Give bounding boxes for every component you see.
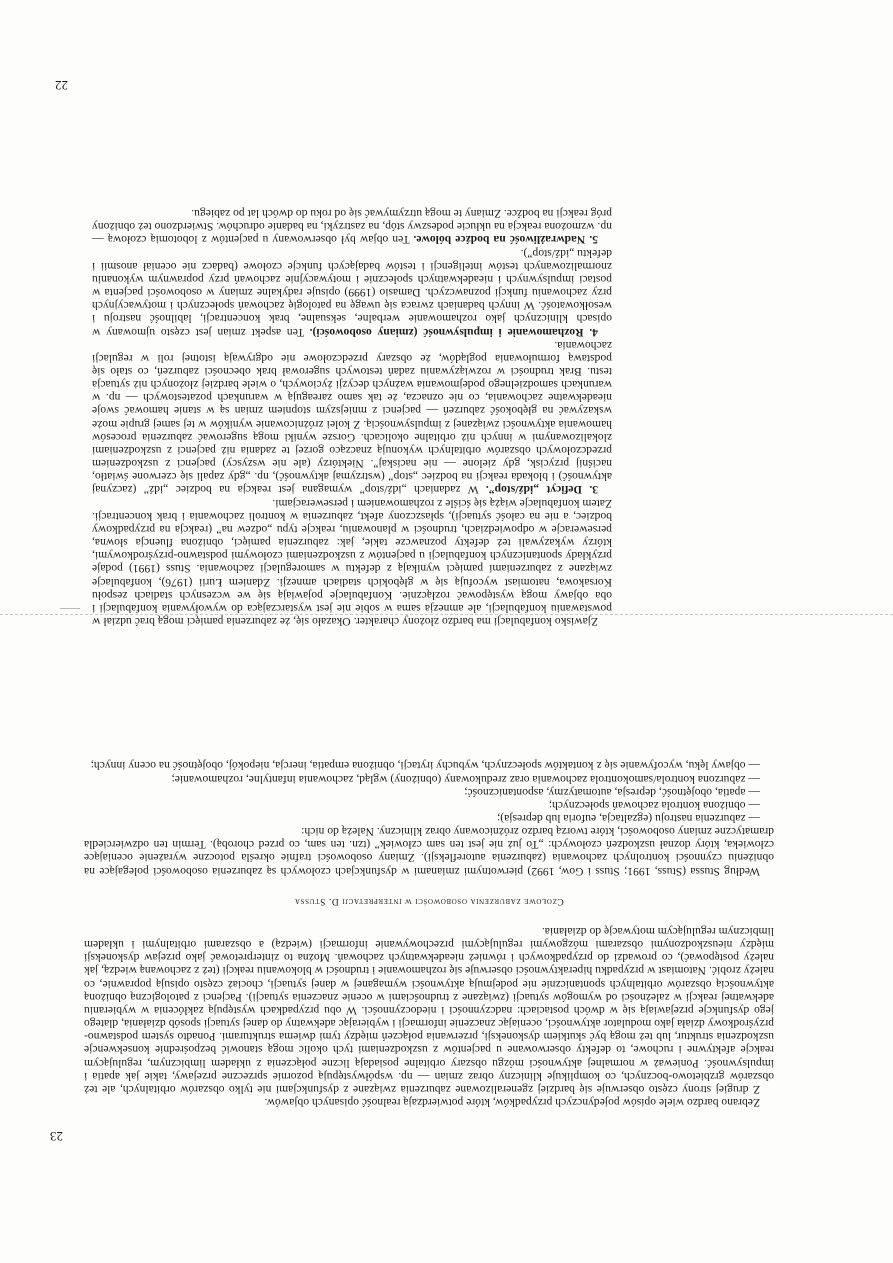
paragraph-deficyt-idz-stop bbox=[92, 339, 612, 497]
heading-nadwrazliwosc: 5. Nadwrażliwość na bodźce bólowe. bbox=[413, 233, 598, 247]
list-item: — apatia, obojętność, depresja, automatyzmy, aspontaniczność; bbox=[464, 785, 760, 799]
text-rozhamowanie: Ten aspekt zmian jest często ujmowany w opisach klinicznych jako rozhamowanie werbalne, seksualne, brak koncentracji, labilność nastroju i wesołkowatość. W innych badaniach zwraca się uwagę na patologię zachowań społecznych i motywacyjnych przy zachowaniu funkcji poznawczych. Damasio (1999) opisuje radykalne zmiany w osobowości pacjenta w postaci impulsywnych i nieadekwatnych społecznie i motywacyjnie zachowań przy poprawnym wykonaniu znormalizowanych testów inteligencji i testów badających funkcje czołowe (badacz nie oceniał anosmii i defektu „idź/stop”). bbox=[92, 246, 612, 339]
symptom-list bbox=[84, 759, 774, 825]
paragraph-rozhamowanie bbox=[92, 246, 612, 338]
text-nadwrazliwosc: Ten objaw był obserwowany u pacjentów z lobotomią czołową — np. wzmożona reakcja na ukłucie podeszwy stóp, na zastrzyki, na badanie odruchów. Stwierdzono też obniżony próg reakcji na bodźce. Zmiany te mogą utrzymywać się od roku do dwóch lat po zabiegu. bbox=[92, 207, 612, 247]
list-item: — obniżona kontrola zachowań społecznych; bbox=[548, 798, 760, 812]
heading-rozhamowanie: 4. Rozhamowanie i impulsywność (zmiany osobowości). bbox=[309, 325, 598, 339]
list-item: — objawy lęku, wycofywanie się z kontaktów społecznych, wybuchy irytacji, obniżona empatia, inercja, niepokój, obojętność na oceny innych; bbox=[90, 759, 760, 773]
paragraph-konfabulacje: Zjawisko konfabulacji ma bardzo złożony charakter. Okazało się, że zaburzenia pamięci mogą brać udział w powstawaniu konfabulacji, ale amnezja sama w sobie nie jest wystarczająca do wywoływania konfabulacji i oba objawy mogą występować rozłącznie. Konfabulacje pojawiają się we wczesnych stadiach zespołu Korsakowa, natomiast wycofują się w głębokich stadiach amnezji. Zdaniem Łurii (1976), konfabulacje związane z zaburzeniami pamięci wynikają z defektu w samoregulacji zachowania. Stuss (1991) podaje przykłady spontanicznych konfabulacji u pacjentów z uszkodzeniami czołowymi podstawno-przyśrodkowymi, którzy wykazywali też defekty poznawcze takie, jak: zaburzenia pamięci, obniżona fluencja słowna, perseweracje w odpowiedziach, trudności w planowaniu, reakcje typu „odzew na” (reakcja na przypadkowy bodziec, a nie na całość sytuacji), spłaszczony afekt, zaburzenia w kontroli zachowania i brak koncentracji. Zatem konfabulacje wiążą się ściśle z rozhamowaniem i perseweracjami. bbox=[92, 496, 612, 628]
page-number-22: 22 bbox=[55, 78, 68, 93]
paragraph-zebrano: Zebrano bardzo wiele opisów pojedynczych przypadków, które potwierdzają realność opisanych objawów. bbox=[264, 1096, 760, 1109]
list-item: — zaburzona kontrola/samokontrola zachowania oraz zredukowany (obniżony) wgląd, zachowania infantylne, rozhamowanie; bbox=[171, 772, 760, 786]
section-running-head: Czołowe zaburzenia osobowości w interpretacji D. Stussa bbox=[294, 895, 564, 906]
paragraph-druga-strona: Z drugiej strony często obserwuje się bardziej zgeneralizowane zaburzenia związane z dysfunkcjami nie tylko obszarów orbitalnych, ale też obszarów grzbietowo-bocznych, co komplikuje kliniczny obraz zmian — np. współwystępują pozornie sprzeczne przejawy, takie jak apatia i impulsywność. Ponieważ w normalnej aktywności mózgu obszary orbitalne posiadają liczne połączenia z układem limbicznym, regulującym reakcje afektywne i ruchowe, to defekty obserwowane u pacjentów z uszkodzeniami tych okolic mogą stanowić bezpośrednie konsekwencje uszkodzenia struktur, lub też mogą być skutkiem dyskoneksji, przerwania połączeń między tymi dwiema strukturami. Ponadto system podstawno-przyśrodkowy działa jako modulator aktywności, oceniając znaczenie informacji i wybierając adekwatny do danej sytuacji sposób działania, dlatego jego dysfunkcje przejawiają się w dwóch postaciach: nadczynności i niedoczynności. W obu przypadkach występują zakłócenia w wybieraniu adekwatnej reakcji w zależności od wymogów sytuacji (związane z trudnościami w ocenie znaczenia sytuacji). Pacjenci z patologiczną obniżoną aktywnością obszarów orbitalnych spontanicznie nie podejmują aktywności wymaganej w danej sytuacji, chociaż często opisują poprawnie, co należy zrobić. Natomiast w przypadku hiperaktywności obserwuje się rozhamowanie i trudności w blokowaniu reakcji (też z zachowaną wiedzą, jak należy postępować), co prowadzi do przypadkowych i również nieadekwatnych zachowań. Można to zinterpretować jako przejaw dyskoneksji między nieuszkodzonymi obszarami mózgowymi regulującymi przechowywanie informacji (wiedzą) a obszarami orbitalnymi i układem limbicznym regulującym motywację do działania. bbox=[84, 924, 774, 1096]
text-deficyt-idz-stop: W zadaniach „idź/stop” wymagana jest reakcja na bodziec „idź” (zaczynaj aktywność) i blokada reakcji na bodziec „stop” (wstrzymaj aktywność), np. „gdy zapali się czerwone światło, naciśnij przycisk, gdy zielone — nie naciskaj”. Niektórzy (ale nie wszyscy) pacjenci z uszkodzeniem przedczołowych obszarów orbitalnych wykonują znacząco gorzej te zadania niż pacjenci z uszkodzeniami zlokalizowanymi w innych niż orbitalne okolicach. Gorsze wyniki mogą sugerować zaburzenia procesów hamowania aktywności związanej z impulsywnością. Z kolei zróżnicowanie wyników w tej samej grupie może wskazywać na głębokość zaburzeń — pacjenci z mniejszym stopniem zmian są w stanie hamować swoje nieadekwatne zachowania, co nie oznacza, że tak samo zareagują w warunkach pozatestowych — np. w warunkach samodzielnego podejmowania ważnych decyzji życiowych, o wiele bardziej złożonych niż sytuacja testu. Brak trudności w rozwiązywaniu zadań testowych sugerował brak obecności zaburzeń, co stało się podstawą formułowania poglądów, że obszary przedczołowe nie odgrywają istotnej roli w regulacji zachowania. bbox=[92, 338, 612, 497]
paragraph-nadwrazliwosc bbox=[92, 207, 612, 246]
paragraph-stuss: Według Stussa (Stuss, 1991; Stuss i Gow, 1992) pierwotnymi zmianami w dysfunkcjach czołowych są zaburzenia osobowości polegające na obniżeniu czynności kontrolnych zachowania (zaburzenia autorefleksji). Zmiany osobowości trafnie określa potoczne wyrażenie oceniające człowieka, który doznał uszkodzeń czołowych: „To już nie jest ten sam człowiek” (tzn. ten sam, co przed chorobą). Termin ten odzwierciedla dramatyczne zmiany osobowości, które tworzą bardzo zróżnicowany obraz kliniczny. Należą do nich: bbox=[84, 825, 774, 878]
list-item: — zaburzenia nastroju (egzaltacja, euforia lub depresja); bbox=[497, 812, 760, 826]
page-number-23: 23 bbox=[50, 1129, 63, 1144]
heading-deficyt-idz-stop: 3. Deficyt „idź/stop”. bbox=[485, 483, 598, 497]
page-23 bbox=[84, 679, 774, 1109]
scan-crease-mark bbox=[60, 608, 80, 609]
page-22 bbox=[92, 88, 612, 628]
